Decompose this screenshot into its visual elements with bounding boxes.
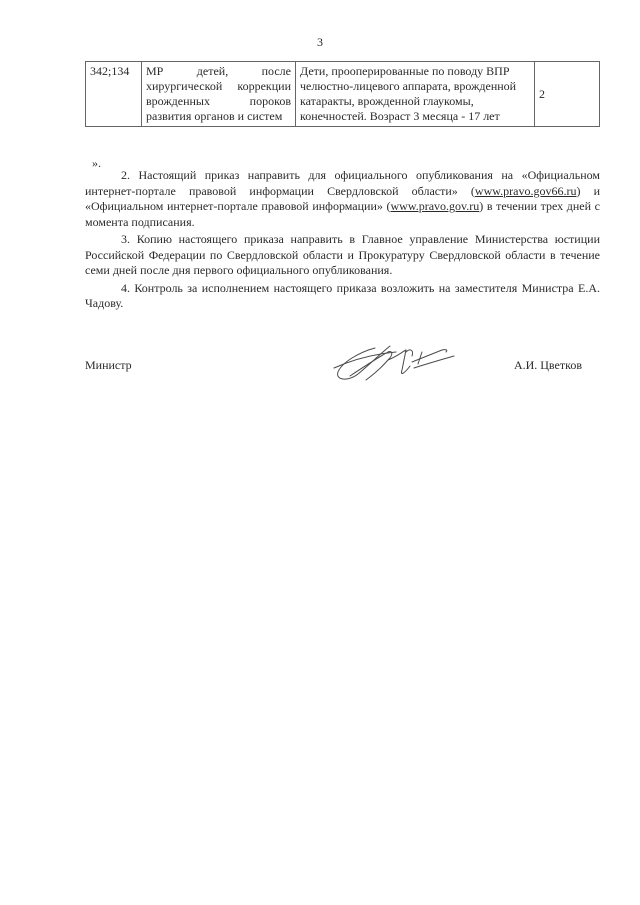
paragraph-4: 4. Контроль за исполнением настоящего приказа возложить на заместителя Министра Е.А. Чадову. <box>85 280 600 310</box>
items-table <box>85 61 600 127</box>
paragraph-2 <box>85 168 600 230</box>
paragraph-2-end: ) в течении трех дней с момента подписания. <box>85 199 600 229</box>
paragraph-2-start: 2. Настоящий приказ направить для официального опубликования на «Официальном интернет-портале правовой информации Свердловской области» ( <box>85 168 600 198</box>
signer-position: Министр <box>85 358 132 372</box>
page-number: 3 <box>317 35 323 49</box>
document-body <box>85 168 600 314</box>
link-pravo-gov66[interactable]: www.pravo.gov66.ru <box>474 183 577 198</box>
paragraph-3: 3. Копию настоящего приказа направить в Главное управление Министерства юстиции Российской Федерации по Свердловской области и Прокуратуру Свердловской области в течение семи дней после дня первого официального опубликования. <box>85 232 600 277</box>
paragraph-2-middle: ) и «Официальном интернет-портале правовой информации» ( <box>85 183 601 213</box>
handwritten-signature <box>330 340 460 390</box>
closing-quote: ». <box>92 156 101 170</box>
signature-block <box>85 340 600 390</box>
table-row <box>86 62 600 127</box>
table-cell-description: Дети, прооперированные по поводу ВПР челюстно-лицевого аппарата, врожденной катаракты, врожденной глаукомы, конечностей. Возраст 3 месяца - 17 лет <box>296 62 535 127</box>
table-cell-code: 342;134 <box>86 62 142 127</box>
link-pravo-gov[interactable]: www.pravo.gov.ru <box>390 199 480 213</box>
table-cell-number: 2 <box>535 62 600 127</box>
table-cell-name: МР детей, после хирургической коррекции врожденных пороков развития органов и систем <box>142 62 296 127</box>
signer-name: А.И. Цветков <box>513 358 582 372</box>
